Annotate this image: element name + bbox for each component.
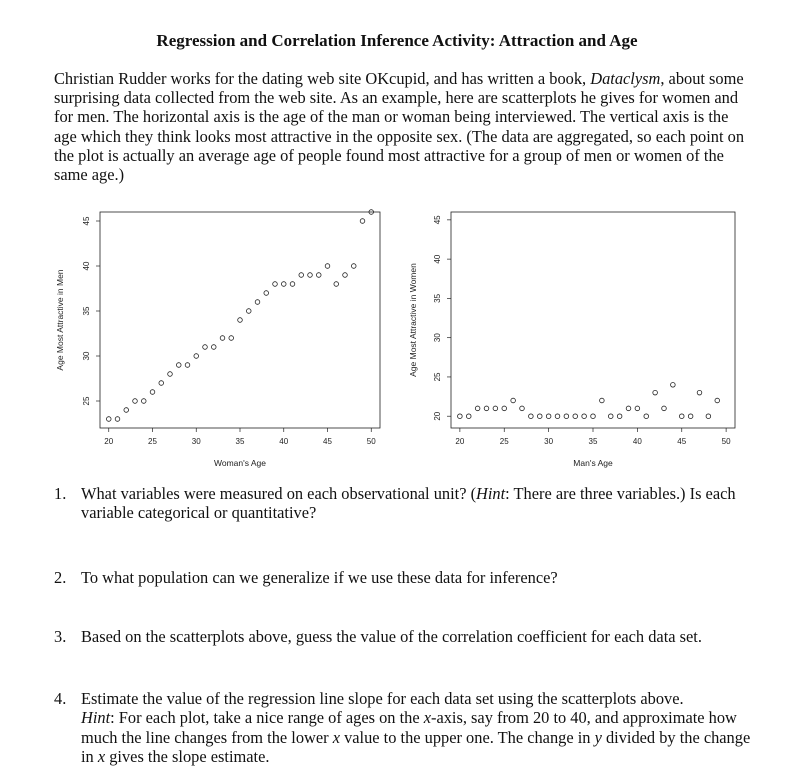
data-point (203, 345, 208, 350)
data-point (671, 383, 676, 388)
data-point (351, 264, 356, 269)
data-point (264, 291, 269, 296)
x-tick-label: 35 (588, 437, 598, 446)
data-point (715, 398, 720, 403)
data-point (466, 414, 471, 419)
hint-text: : For each plot, take a nice range of ages on the (110, 708, 424, 728)
question-text: Estimate the value of the regression line slope for each data set using the scatterplots above. (81, 689, 684, 708)
hint-text: gives the slope estimate. (105, 747, 270, 767)
data-point (600, 398, 605, 403)
data-point (334, 282, 339, 287)
data-point (141, 399, 146, 404)
data-point (106, 417, 111, 422)
data-point (546, 414, 551, 419)
y-tick-label: 35 (433, 293, 442, 303)
x-tick-label: 20 (455, 437, 465, 446)
data-point (529, 414, 534, 419)
x-tick-label: 50 (721, 437, 731, 446)
y-tick-label: 30 (433, 333, 442, 343)
y-tick-label: 40 (433, 254, 442, 264)
intro-part-2: , about some surprising data collected from the web site. As an example, here are scatterplots he gives for women and for men. The horizontal axis is the age of the man or woman being interviewed. The vertical axis is the age which they think looks most attractive in the opposite sex. (The data are aggregated, so each point on the plot is actually an average age of people found most attractive for a group of men or women of the same age.) (54, 69, 745, 185)
page-title: Regression and Correlation Inference Activity: Attraction and Age (156, 31, 638, 50)
data-point (168, 372, 173, 377)
y-axis-label: Age Most Attractive in Men (55, 269, 65, 371)
data-point (475, 406, 480, 411)
data-point (211, 345, 216, 350)
hint-text: -axis, say from 20 to 40, and approximate how much the line changes from the lower (81, 708, 737, 747)
var-x: x (97, 747, 106, 767)
var-y: y (594, 727, 602, 747)
x-tick-label: 40 (279, 437, 289, 446)
x-axis-label: Man's Age (573, 458, 613, 468)
data-point (697, 390, 702, 395)
data-point (229, 336, 234, 341)
data-point (194, 354, 199, 359)
data-point (582, 414, 587, 419)
data-point (281, 282, 286, 287)
data-point (115, 417, 120, 422)
y-axis-label: Age Most Attractive in Women (408, 263, 418, 377)
data-point (124, 408, 129, 413)
x-tick-label: 20 (104, 437, 114, 446)
data-point (706, 414, 711, 419)
x-tick-label: 45 (323, 437, 332, 446)
hint-text: value to the upper one. The change in (339, 727, 595, 747)
data-point (255, 300, 260, 305)
data-point (484, 406, 489, 411)
data-point (185, 363, 190, 368)
x-tick-label: 30 (544, 437, 554, 446)
question-3 (54, 627, 774, 667)
question-number: 3. (54, 627, 67, 646)
y-tick-label: 25 (433, 372, 442, 382)
y-tick-label: 45 (82, 216, 91, 226)
data-point (458, 414, 463, 419)
data-point (360, 219, 365, 224)
data-point (555, 414, 560, 419)
data-point (591, 414, 596, 419)
data-point (520, 406, 525, 411)
data-point (688, 414, 693, 419)
data-point (299, 273, 304, 278)
data-point (246, 309, 251, 314)
x-tick-label: 45 (677, 437, 687, 446)
data-point (493, 406, 498, 411)
y-tick-label: 25 (82, 396, 91, 406)
x-tick-label: 35 (235, 437, 245, 446)
x-tick-label: 40 (632, 437, 642, 446)
intro-part-1: Christian Rudder works for the dating web site OKcupid, and has written a book, (54, 69, 591, 88)
data-point (502, 406, 507, 411)
y-tick-label: 45 (433, 215, 442, 225)
question-1 (54, 484, 774, 524)
data-point (133, 399, 138, 404)
question-text: To what population can we generalize if we use these data for inference? (81, 568, 558, 587)
question-number: 2. (54, 568, 67, 587)
data-point (644, 414, 649, 419)
data-point (308, 273, 313, 278)
x-tick-label: 50 (366, 437, 376, 446)
data-point (343, 273, 348, 278)
data-point (273, 282, 278, 287)
question-text: Based on the scatterplots above, guess the value of the correlation coefficient for each data set. (81, 627, 702, 646)
plot-frame (451, 212, 735, 428)
x-tick-label: 25 (148, 437, 157, 446)
data-point (220, 336, 225, 341)
data-point (537, 414, 542, 419)
data-point (511, 398, 516, 403)
var-x: x (332, 727, 340, 747)
x-tick-label: 25 (499, 437, 509, 446)
y-tick-label: 40 (82, 261, 91, 271)
data-point (573, 414, 578, 419)
question-number: 4. (54, 689, 67, 708)
data-point (316, 273, 321, 278)
hint-text: divided by the change in (81, 727, 751, 767)
data-point (626, 406, 631, 411)
data-point (150, 390, 155, 395)
book-title: Dataclysm (590, 69, 661, 88)
question-2 (54, 568, 774, 588)
var-x: x (423, 708, 431, 728)
data-point (617, 414, 622, 419)
x-axis-label: Woman's Age (213, 458, 267, 468)
question-text: What variables were measured on each observational unit? ( (81, 484, 477, 503)
y-tick-label: 20 (433, 411, 442, 421)
question-text-after: : There are three variables.) Is each variable categorical or quantitative? (81, 484, 736, 523)
data-point (290, 282, 295, 287)
data-point (325, 264, 330, 269)
data-point (679, 414, 684, 419)
data-point (176, 363, 181, 368)
y-tick-label: 35 (82, 306, 91, 316)
data-point (238, 318, 243, 323)
hint-label: Hint (81, 708, 111, 728)
data-point (635, 406, 640, 411)
data-point (608, 414, 613, 419)
plot-frame (100, 212, 380, 428)
data-point (564, 414, 569, 419)
question-number: 1. (54, 484, 67, 503)
hint-label: Hint (476, 484, 506, 503)
data-point (653, 390, 658, 395)
data-point (662, 406, 667, 411)
y-tick-label: 30 (82, 351, 91, 361)
data-point (159, 381, 164, 386)
x-tick-label: 30 (191, 437, 201, 446)
question-4 (54, 689, 774, 774)
